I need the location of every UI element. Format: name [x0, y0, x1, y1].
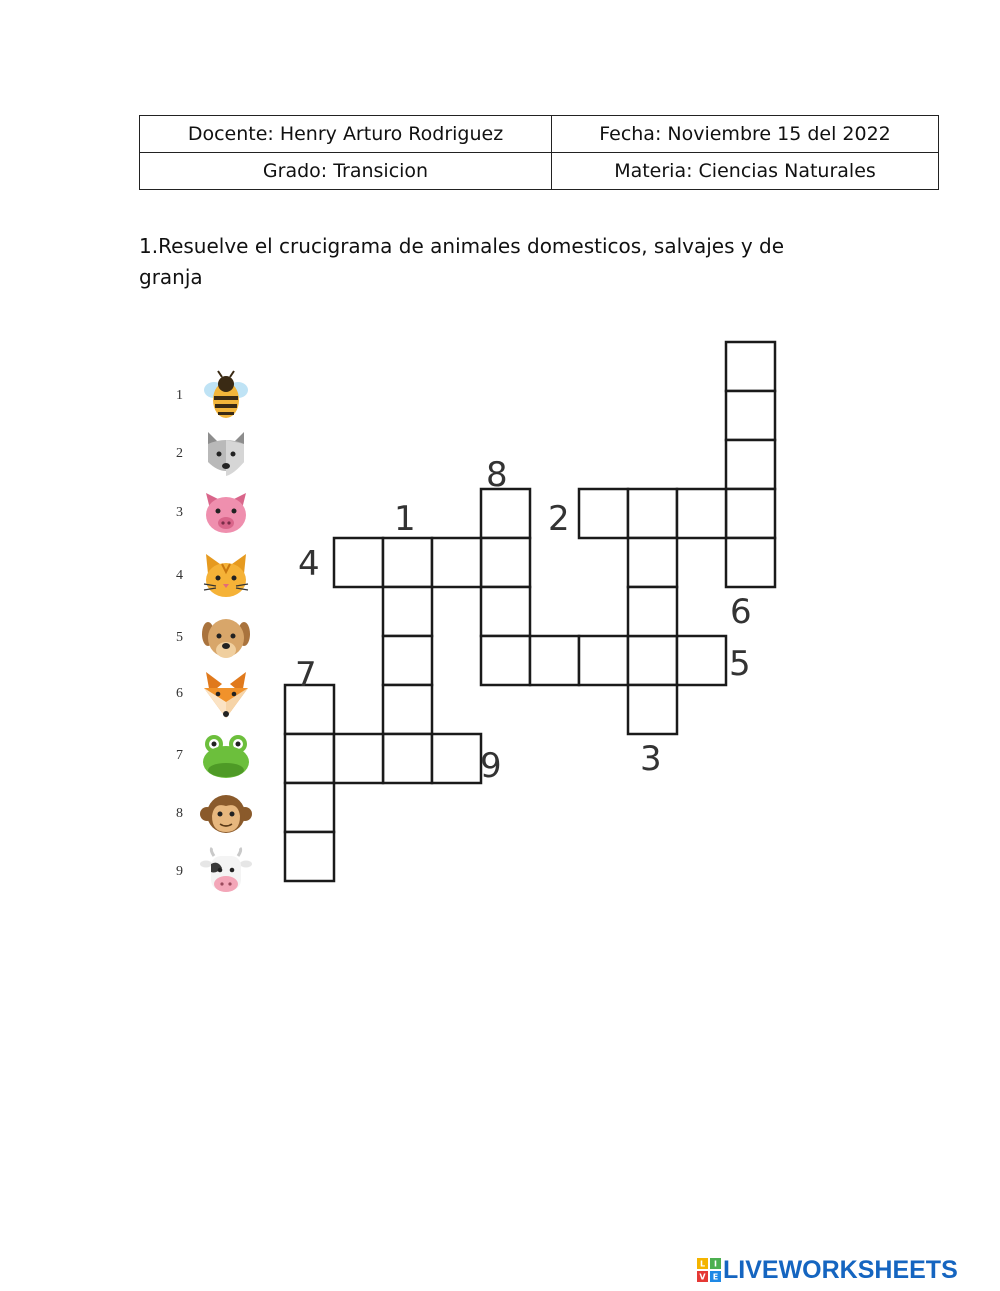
dog-icon	[200, 612, 252, 664]
crossword-cell[interactable]	[628, 538, 677, 587]
crossword-cell[interactable]	[285, 832, 334, 881]
clue-item	[160, 546, 270, 602]
crossword-cell[interactable]	[383, 538, 432, 587]
grade-cell: Grado: Transicion	[140, 153, 552, 190]
clue-item	[160, 483, 270, 539]
clue-number: 3	[176, 505, 183, 520]
clue-number: 7	[176, 748, 183, 763]
cow-icon	[200, 846, 252, 898]
wolf-icon	[200, 428, 252, 480]
clue-number: 2	[176, 446, 183, 461]
crossword-cell[interactable]	[628, 587, 677, 636]
crossword-cell[interactable]	[285, 734, 334, 783]
clue-number: 9	[176, 864, 183, 879]
clue-item	[160, 664, 270, 720]
crossword-cell[interactable]	[334, 734, 383, 783]
clue-item	[160, 424, 270, 480]
clue-item	[160, 608, 270, 664]
logo-letter: I	[714, 1259, 717, 1269]
clue-number: 4	[176, 568, 183, 583]
crossword-cells	[285, 342, 775, 881]
cat-icon	[200, 550, 252, 602]
clue-number: 6	[176, 686, 183, 701]
crossword-cell[interactable]	[628, 636, 677, 685]
word-number-6: 6	[730, 592, 752, 632]
crossword-cell[interactable]	[726, 489, 775, 538]
crossword-cell[interactable]	[579, 489, 628, 538]
crossword-cell[interactable]	[628, 489, 677, 538]
subject-cell: Materia: Ciencias Naturales	[552, 153, 939, 190]
crossword-cell[interactable]	[530, 636, 579, 685]
clue-number: 8	[176, 806, 183, 821]
teacher-cell: Docente: Henry Arturo Rodriguez	[140, 116, 552, 153]
pig-icon	[200, 487, 252, 539]
word-number-5: 5	[729, 644, 751, 684]
crossword-cell[interactable]	[726, 342, 775, 391]
crossword-cell[interactable]	[432, 538, 481, 587]
word-number-3: 3	[640, 739, 662, 779]
frog-icon	[200, 730, 252, 782]
clue-item	[160, 366, 270, 422]
clue-item	[160, 842, 270, 898]
fox-icon	[200, 668, 252, 720]
word-number-1: 1	[394, 499, 416, 539]
clue-item	[160, 726, 270, 782]
crossword-cell[interactable]	[383, 636, 432, 685]
date-cell: Fecha: Noviembre 15 del 2022	[552, 116, 939, 153]
crossword-cell[interactable]	[383, 734, 432, 783]
crossword-cell[interactable]	[481, 489, 530, 538]
crossword-cell[interactable]	[628, 685, 677, 734]
watermark-text: LIVEWORKSHEETS	[723, 1256, 958, 1284]
word-number-4: 4	[298, 544, 320, 584]
crossword-cell[interactable]	[383, 587, 432, 636]
crossword-cell[interactable]	[726, 391, 775, 440]
crossword-cell[interactable]	[726, 538, 775, 587]
crossword-cell[interactable]	[677, 636, 726, 685]
word-number-2: 2	[548, 499, 570, 539]
logo-letter: V	[699, 1272, 706, 1282]
crossword-cell[interactable]	[334, 538, 383, 587]
clue-number: 1	[176, 388, 183, 403]
crossword-cell[interactable]	[726, 440, 775, 489]
crossword-grid	[280, 330, 800, 890]
word-number-7: 7	[295, 655, 317, 695]
clue-number: 5	[176, 630, 183, 645]
logo-letter: E	[712, 1272, 719, 1282]
liveworksheets-logo-icon	[697, 1258, 721, 1282]
crossword-cell[interactable]	[579, 636, 628, 685]
header-table	[139, 115, 939, 190]
clue-list	[160, 366, 270, 896]
crossword-cell[interactable]	[481, 587, 530, 636]
bee-icon	[200, 370, 252, 422]
crossword-cell[interactable]	[677, 489, 726, 538]
clue-item	[160, 784, 270, 840]
logo-letter: L	[699, 1259, 706, 1269]
crossword-cell[interactable]	[481, 538, 530, 587]
instruction-text: 1.Resuelve el crucigrama de animales domesticos, salvajes y de granja	[139, 234, 785, 289]
crossword-cell[interactable]	[383, 685, 432, 734]
crossword-cell[interactable]	[285, 783, 334, 832]
word-number-8: 8	[486, 455, 508, 495]
crossword-cell[interactable]	[481, 636, 530, 685]
word-number-9: 9	[480, 746, 502, 786]
monkey-icon	[200, 788, 252, 840]
crossword-cell[interactable]	[432, 734, 481, 783]
